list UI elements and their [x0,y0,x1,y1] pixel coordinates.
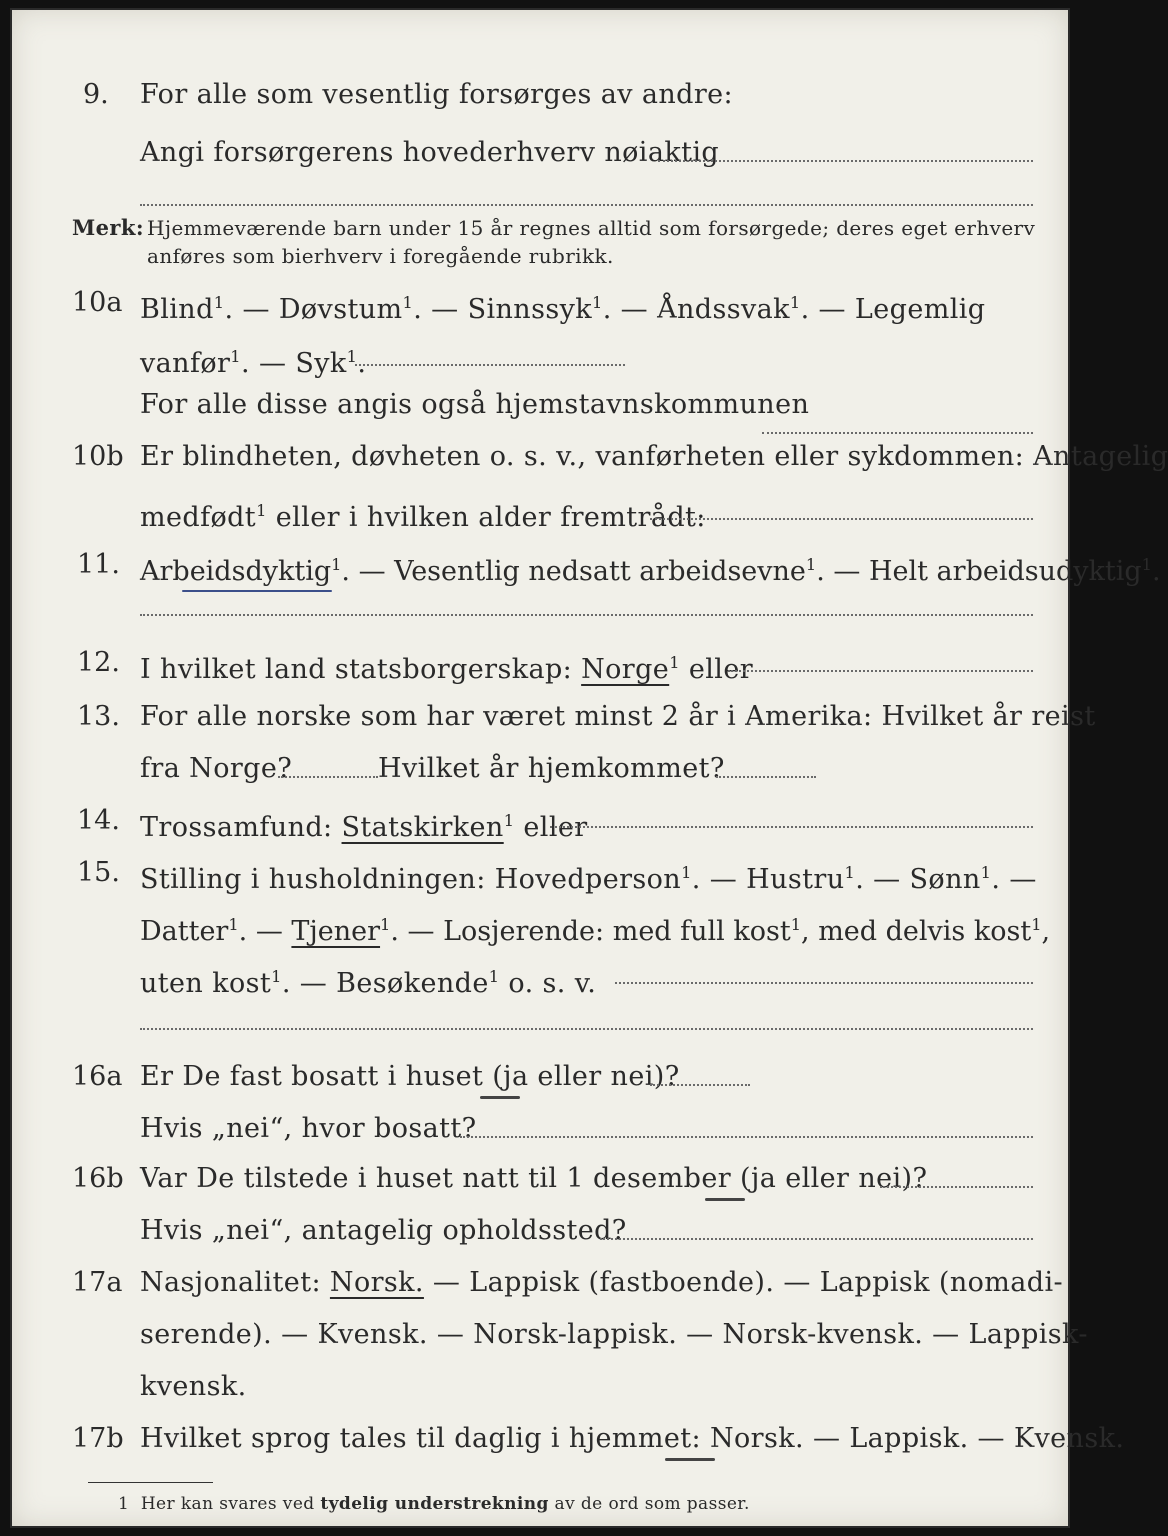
q17b-question: Hvilket sprog tales til daglig i hjemmet: [140,1423,710,1454]
option-nedsatt[interactable]: . — Vesentlig nedsatt arbeidsevne [341,556,806,587]
option-blind[interactable]: Blind [140,294,214,325]
option-tjener[interactable]: Tjener [291,916,381,947]
q15-answer-line-2[interactable] [140,1028,1033,1030]
q15-number: 15. [77,857,120,888]
q16b-opholdssted-line[interactable] [600,1238,1033,1240]
q11-line1 [140,548,1161,589]
q12-eller: eller [679,654,754,685]
q12-number: 12. [77,647,120,678]
q17b-number: 17b [72,1423,124,1454]
q16b-number: 16b [72,1163,124,1194]
option-norsk[interactable]: Norsk. [709,1423,804,1454]
footnote-ref: 1 [844,863,856,882]
footnote-ref: 1 [256,501,267,520]
q14-line [140,804,588,845]
q16a-line1 [140,1060,680,1094]
punct: . [1151,556,1161,587]
q13-reist-line[interactable] [278,776,378,778]
option-arbeidsdyktig[interactable]: Arbeidsdyktig [140,556,332,587]
q10a-hjemstavn-line[interactable] [762,432,1033,434]
option-delvis-kost[interactable]: , med delvis kost [801,916,1032,947]
q14-answer-line[interactable] [550,826,1033,828]
q10a-line3: For alle disse angis også hjemstavnskommunen [140,389,810,420]
footnote-ref: 1 [592,293,603,312]
option-full-kost[interactable]: . — Losjerende: med full kost [390,916,791,947]
footnote-ref: 1 [402,293,414,312]
q16b-line2: Hvis „nei“, antagelig opholdssted? [140,1215,627,1246]
footnote-ref: 1 [669,653,680,672]
option-sonn[interactable]: . — Sønn [855,864,981,895]
q16a-answer-line[interactable] [650,1084,750,1086]
merk-line2: anføres som bierhverv i foregående rubrikk. [147,244,614,268]
footnote-ref: 1 [271,967,282,986]
q17a-options-1: — Lappisk (fastboende). — Lappisk (nomadi- [423,1267,1064,1298]
q17b-options: — Lappisk. — Kvensk. [803,1423,1125,1454]
footnote-ref: 1 [331,555,342,574]
punct: . — [238,916,292,947]
option-ja[interactable]: ja [503,1061,529,1092]
option-andssvak[interactable]: . — Åndssvak [602,294,790,325]
q16a-question-end: eller nei)? [528,1061,680,1092]
footnote-ref: 1 [1031,915,1042,934]
footnote-ref: 1 [488,967,500,986]
q10b-line2 [140,494,706,535]
option-hustru[interactable]: . — Hustru [691,864,845,895]
q17a-line3: kvensk. [140,1371,247,1402]
q16b-line1 [140,1162,927,1196]
q9-answer-line[interactable] [658,160,1033,162]
footnote-ref: 1 [346,347,358,366]
answer-mark-norsk [665,1458,715,1461]
q15-line3 [140,960,596,1001]
option-dovstum[interactable]: . — Døvstum [224,294,403,325]
q11-number: 11. [77,549,120,580]
q16b-question: Var De tilstede i huset natt til 1 desember ( [140,1163,751,1194]
q17b-line1 [140,1422,1124,1456]
q14-eller: eller [514,812,588,843]
footnote-ref: 1 [213,293,225,312]
footnote-ref: 1 [230,347,241,366]
option-hovedperson[interactable]: Stilling i husholdningen: Hovedperson [140,864,682,895]
q9-line2: Angi forsørgerens hovederhverv nøiaktig [140,137,720,168]
q13-line1: For alle norske som har været minst 2 år i Amerika: Hvilket år reist [140,701,1096,732]
option-medfodt[interactable]: medfødt [140,502,257,533]
q9-number: 9. [83,79,109,110]
option-arbeidsudyktig[interactable]: . — Helt arbeidsudyktig [816,556,1142,587]
q15-answer-line[interactable] [615,982,1033,984]
q12-line [140,646,753,687]
footnote-ref: 1 [790,915,802,934]
footnote [118,1492,750,1516]
punct: . [357,348,367,379]
q10b-line1: Er blindheten, døvheten o. s. v., vanførheten eller sykdommen: Antagelig [140,441,1168,472]
q16a-number: 16a [72,1061,123,1092]
q13-line2a: fra Norge? [140,753,293,784]
footnote-ref: 1 [980,863,992,882]
q17a-line2: serende). — Kvensk. — Norsk-lappisk. — Norsk-kvensk. — Lappisk- [140,1319,1088,1350]
q13-hjemkommet-line[interactable] [716,776,816,778]
footnote-marker: 1 [118,1494,130,1514]
option-osv: o. s. v. [499,968,597,999]
q12-question: I hvilket land statsborgerskap: [140,654,582,685]
footnote-ref: 1 [789,293,801,312]
q9-answer-line-2[interactable] [140,204,1033,206]
option-datter[interactable]: Datter [140,916,229,947]
option-norge[interactable]: Norge [581,654,670,685]
q16b-answer-line[interactable] [880,1186,1033,1188]
handwritten-underline-arbeidsdyktig [182,590,332,592]
footnote-text-a: Her kan svares ved [140,1494,321,1514]
answer-mark-ja [705,1198,745,1201]
option-sinnssyk[interactable]: . — Sinnssyk [413,294,593,325]
answer-mark-ja [480,1096,520,1099]
q10a-answer-line[interactable] [355,364,625,366]
census-form-page [10,8,1168,1528]
q15-line1 [140,856,1037,897]
punct: , [1041,916,1051,947]
q14-number: 14. [77,805,120,836]
q12-answer-line[interactable] [728,670,1033,672]
merk-label: Merk: [72,215,144,240]
option-ja[interactable]: ja [750,1163,777,1194]
footnote-ref: 1 [380,915,391,934]
footnote-ref: 1 [681,863,692,882]
option-uten-kost[interactable]: uten kost [140,968,272,999]
q10b-number: 10b [72,441,124,472]
q10a-number: 10a [72,287,123,318]
option-vanfor[interactable]: vanfør [140,348,231,379]
footnote-rule [88,1482,213,1483]
merk-line1: Hjemmeværende barn under 15 år regnes alltid som forsørgede; deres eget erhverv [147,216,1036,240]
q17a-line1 [140,1266,1063,1300]
q16a-question: Er De fast bosatt i huset ( [140,1061,504,1092]
q14-question: Trossamfund: [140,812,342,843]
footnote-text-c: av de ord som passer. [548,1494,750,1514]
option-statskirken[interactable]: Statskirken [341,812,504,843]
q16a-bosatt-line[interactable] [460,1136,1033,1138]
option-norsk[interactable]: Norsk. [329,1267,424,1298]
q9-line1: For alle som vesentlig forsørges av andre: [140,79,734,110]
footnote-ref: 1 [805,555,817,574]
q13-number: 13. [77,701,120,732]
footnote-ref: 1 [503,811,515,830]
q16a-line2: Hvis „nei“, hvor bosatt? [140,1113,477,1144]
footnote-text-b: tydelig understrekning [320,1494,549,1514]
q16b-question-end: eller nei)? [776,1163,928,1194]
footnote-ref: 1 [1141,555,1152,574]
q17a-question: Nasjonalitet: [140,1267,330,1298]
footnote-ref: 1 [228,915,239,934]
option-legemlig[interactable]: . — Legemlig [800,294,986,325]
option-besokende[interactable]: . — Besøkende [281,968,489,999]
q10a-line1 [140,286,985,327]
q13-line2b: Hvilket år hjemkommet? [378,753,725,784]
q10b-alder-text: eller i hvilken alder fremtrådt: [266,502,706,533]
punct: . — [991,864,1037,895]
option-syk[interactable]: . — Syk [241,348,347,379]
q15-line2 [140,908,1050,949]
q10a-line2 [140,340,366,381]
q10b-answer-line[interactable] [650,518,1033,520]
q17a-number: 17a [72,1267,123,1298]
q11-answer-line[interactable] [140,614,1033,616]
